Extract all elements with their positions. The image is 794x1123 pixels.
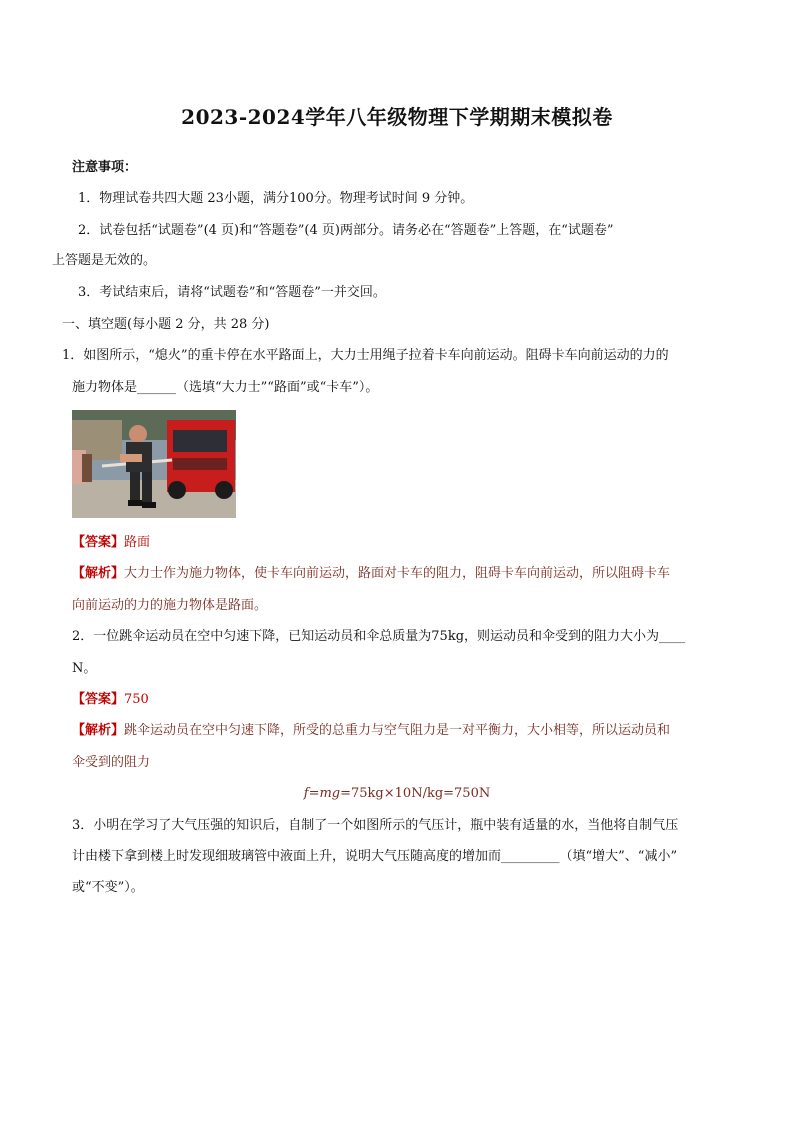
question-3-text-cont2: 或“不变”）。 [72, 880, 144, 895]
formula-symbol-f: f [303, 786, 309, 801]
explanation-text: 跳伞运动员在空中匀速下降，所受的总重力与空气阻力是一对平衡力，大小相等，所以运动员和 [124, 723, 671, 738]
question-2-formula [0, 784, 794, 804]
answer-tag: 【答案】 [72, 692, 125, 707]
question-3-text: 3．小明在学习了大气压强的知识后，自制了一个如图所示的气压计，瓶中装有适量的水，当他将自制气压 [72, 818, 679, 833]
question-3-text-cont: 计由楼下拿到楼上时发现细玻璃管中液面上升，说明大气压随高度的增加而_________（填“增大”、“减小” [72, 849, 678, 864]
question-1-explanation-cont: 向前运动的力的施力物体是路面。 [72, 598, 268, 613]
question-2-explanation-cont: 伞受到的阻力 [72, 755, 151, 770]
page-title: 2023-2024学年八年级物理下学期期末模拟卷 [181, 105, 613, 129]
formula-symbol-mg: mg [319, 786, 341, 801]
notes-heading: 注意事项： [72, 160, 138, 175]
answer-text: 路面 [124, 535, 151, 550]
explanation-tag: 【解析】 [72, 723, 125, 738]
explanation-text: 大力士作为施力物体，使卡车向前运动，路面对卡车的阻力，阻碍卡车向前运动，所以阻碍卡车 [124, 566, 671, 581]
strongman-truck-photo [72, 410, 236, 518]
photo-illustration [72, 410, 236, 518]
question-2-text: 2．一位跳伞运动员在空中匀速下降，已知运动员和伞总质量为75kg，则运动员和伞受到的阻力大小为____ [72, 629, 686, 644]
note-item-2-cont: 上答题是无效的。 [52, 253, 157, 268]
question-1-explanation [72, 564, 772, 584]
question-2-text-cont: N。 [72, 661, 97, 676]
answer-text: 750 [124, 692, 149, 707]
formula-equals: = [308, 786, 320, 801]
section-heading: 一、填空题(每小题 2 分，共 28 分) [62, 317, 270, 332]
question-1-text-cont: 施力物体是______（选填“大力士”“路面”或“卡车”）。 [72, 380, 379, 395]
question-2-explanation [72, 721, 772, 741]
note-item-3: 3．考试结束后，请将“试题卷”和“答题卷”一并交回。 [78, 285, 386, 300]
question-1-text: 1．如图所示，“熄火”的重卡停在水平路面上，大力士用绳子拉着卡车向前运动。阻碍卡车向前运动的力的 [62, 348, 669, 363]
note-item-2: 2．试卷包括“试题卷”(4 页)和“答题卷”(4 页)两部分。请务必在“答题卷”上答题，在“试题卷” [78, 223, 614, 238]
formula-calculation: =75kg×10N/kg=750N [340, 786, 491, 801]
explanation-tag: 【解析】 [72, 566, 125, 581]
answer-tag: 【答案】 [72, 535, 125, 550]
question-2-answer [72, 690, 772, 710]
question-1-answer [72, 533, 772, 553]
note-item-1: 1．物理试卷共四大题 23小题，满分100分。物理考试时间 9 分钟。 [78, 191, 474, 206]
